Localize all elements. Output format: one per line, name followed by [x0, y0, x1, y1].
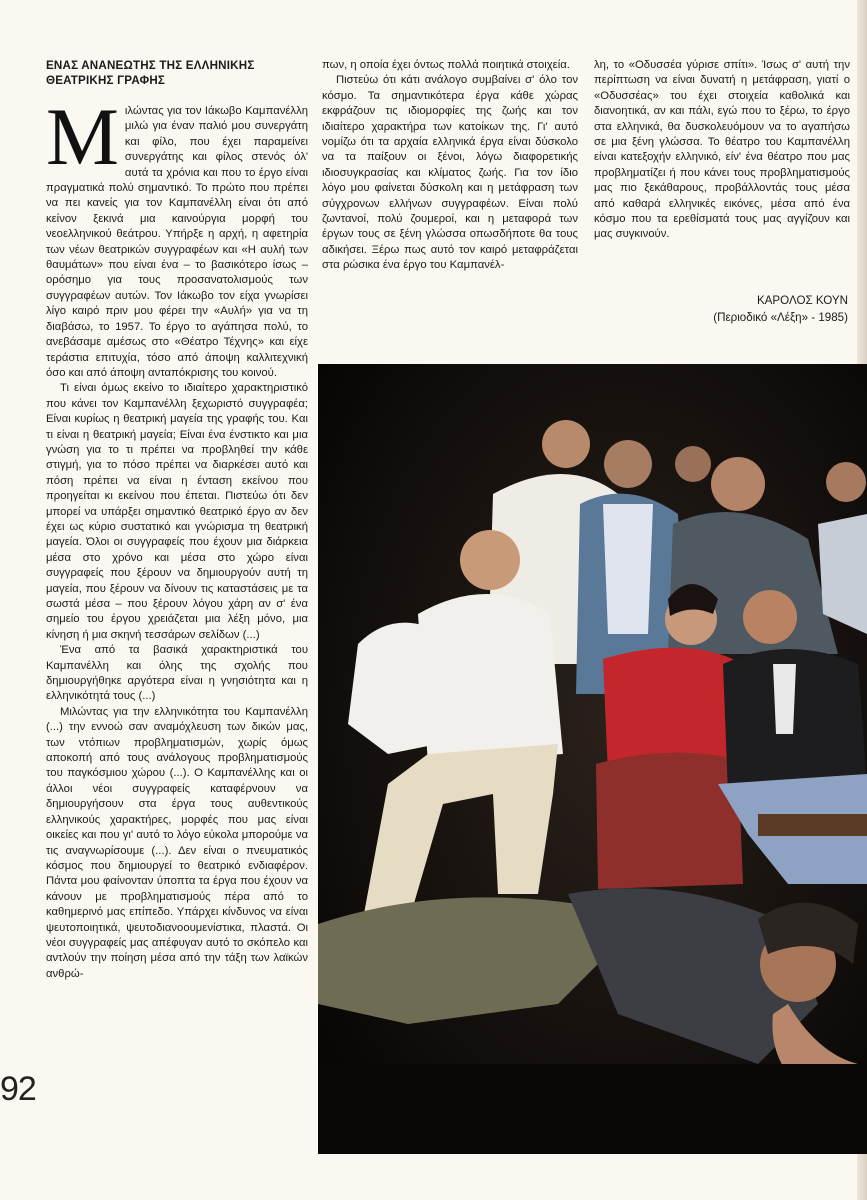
text-column-3: [594, 58, 850, 243]
col2-paragraph-2: Πιστεύω ότι κάτι ανάλογο συμβαίνει σ' όλο τον κόσμο. Τα σημαντικότερα έργα κάθε χώρας εκφράζουν τις ιδιομορφίες της ζωής και τον ιδιαίτερο χαρακτήρα των κατοίκων της. Γι' αυτό νομίζω ότι τα αρχαία ελληνικά έργα είναι δύσκολο να τα παίξουν οι ξένοι, λόγω διαφορετικής ιδιοσυγκρασίας και κλίματος ζωής. Για τον ίδιο λόγο μου φαίνεται δύσκολη και η μετάφραση των σύγχρονων ελλήνων συγγραφέων. Είναι πολύ ζωντανοί, πολύ ζουμεροί, και η μεταφορά των έργων τους σε ξένη γλώσσα οπωσδήποτε θα τους αδικήσει. Ξέρω πως αυτό τον καιρό μεταφράζεται στα ρώσικα ένα έργο του Καμπανέλ-: [322, 74, 578, 272]
col2-paragraph-1: πων, η οποία έχει όντως πολλά ποιητικά στοιχεία.: [322, 59, 570, 71]
signature-source: (Περιοδικό «Λέξη» - 1985): [713, 311, 848, 324]
signature-name: ΚΑΡΟΛΟΣ ΚΟΥΝ: [756, 294, 848, 307]
ensemble-photo-illustration: [318, 364, 867, 1154]
article-heading: [46, 58, 316, 88]
signature-block: [594, 292, 848, 326]
heading-line-1: ΕΝΑΣ ΑΝΑΝΕΩΤΗΣ ΤΗΣ ΕΛΛΗΝΙΚΗΣ: [46, 59, 255, 72]
col1-paragraph-1: ιλώντας για τον Ιάκωβο Καμπανέλλη μιλώ για έναν παλιό μου συνεργάτη και φίλο, που έχει παραμείνει συνεργάτης και φίλος στενός όλ' αυτά τα χρόνια και που το έργο είναι πραγματικά πολύ σημαντικό. Το πρώτο που πρέπει να πει κανείς για τον Καμπανέλλη είναι ότι από κείνον ξεκινά μια καινούργια μορφή του νεοελληνικού θεάτρου. Υπήρξε η αρχή, η αφετηρία των νέων θεατρικών συγγραφέων και «Η αυλή των θαυμάτων» που είναι ένα – το βασικότερο ίσως – ορόσημο για τους προσανατολισμούς των συγγραφέων αυτών. Τον Ιάκωβο τον είχα γνωρίσει λίγο καιρό πριν μου φέρει την «Αυλή» για να τη διαβάσω, το 1957. Το έργο το αγάπησα πολύ, το ανεβάσαμε αμέσως στο «Θέατρο Τέχνης» και είχε τεράστια επιτυχία, τόσο από άποψη καλλιτεχνική όσο και από άποψη ανταπόκρισης του κοινού.: [46, 105, 308, 379]
col3-paragraph-1: λη, το «Οδυσσέα γύρισε σπίτι». Ίσως σ' αυτή την περίπτωση να είναι δυνατή η μετάφραση, γιατί ο «Οδυσσέας» του έχει στοιχεία καθολικά και διανοητικά, αν και πάλι, εγώ που το ξέρω, το έργο στα ελληνικά, θα δυσκολευόμουν να το αγαπήσω σε μια ξένη γλώσσα. Το θέατρο του Καμπανέλλη είναι κατεξοχήν ελληνικό, είν' ένα θέατρο που μας προβληματίζει ή που κάνει τους προβληματισμούς μας πιο ξεκάθαρους, προβάλλοντάς τους μέσα από καθαρά ελληνικές εικόνες, μέσα από ένα κόσμο που τα ερεθίσματά τους μας αγγίζουν και μας συγκινούν.: [594, 59, 850, 241]
col1-paragraph-3: Ένα από τα βασικά χαρακτηριστικά του Καμπανέλλη και όλης της σχολής που δημιουργήθηκε αργότερα είναι η γνησιότητα και η ελληνικότητά τους (...): [46, 644, 308, 703]
ensemble-photo: [318, 364, 867, 1154]
heading-line-2: ΘΕΑΤΡΙΚΗΣ ΓΡΑΦΗΣ: [46, 74, 166, 87]
col1-paragraph-4: Μιλώντας για την ελληνικότητα του Καμπανέλλη (...) την εννοώ σαν αναμόχλευση των δικών μας, των ντόπιων προβληματισμών, χωρίς όμως αποκοπή από τους ανάλογους προβληματισμούς του παγκόσμιου χώρου (...). Ο Καμπανέλλης και οι άλλοι νέοι συγγραφείς καταφέρνουν να δημιουργήσουν στα έργα τους αυθεντικούς ελληνικούς χαρακτήρες, μορφές που μας είναι οικείες και που γι' αυτό το λόγο εύκολα μπορούμε να τις αναγνωρίσουμε (...). Δεν είναι ο πνευματικός κόσμος που δημιουργεί το θεατρικό ενδιαφέρον. Πάντα μου φαίνονταν ύποπτα τα έργα που έχουν να κάνουν με προβληματισμούς πέρα από το καθημερινό μας επίπεδο. Υπάρχει κίνδυνος να είναι ψευτοποιητικά, ψευτοδιανοουμενίστικα, πλαστά. Οι νέοι συγγραφείς μας απέφυγαν αυτό το σκόπελο και αντλούν την ποίηση μέσα από την τάξη των λαϊκών ανθρώ-: [46, 705, 308, 980]
text-column-1: [46, 91, 308, 982]
col1-paragraph-2: Τι είναι όμως εκείνο το ιδιαίτερο χαρακτηριστικό που κάνει τον Καμπανέλλη ξεχωριστό συγγραφέα; Είναι κυρίως η θεατρική μαγεία της γραφής του. Και τι είναι η θεατρική μαγεία; Είναι ένα ένστικτο και μια γνώση για το τι πρέπει να προβληθεί την κάθε στιγμή, για το πόσο πρέπει να διαρκέσει αυτό και πόση πρέπει να είναι η ένταση εκείνου που προηγείται κι εκείνου που έπεται. Πιστεύω ότι δεν μπορεί να υπάρξει σημαντικό θεατρικό έργο αν δεν έχει ως κύριο συστατικό και γνώρισμα τη θεατρική μαγεία. Όλοι οι συγγραφείς που έχουν μια διάρκεια μέσα στο χρόνο και μέσα στο χώρο είναι συγγραφείς που ξέρουν να δημιουργούν αυτή τη μαγεία, που ξέρουν να δίνουν τις καταστάσεις με τα σωστά μέσα – που ξέρουν λόγου χάρη αν σ' ένα σημείο του έργου χρειάζεται μια λέξη μόνο, μια κίνηση ή μια σκηνή τεσσάρων σελίδων (...): [46, 382, 308, 641]
page-number: 92: [0, 1070, 36, 1108]
text-column-2: [322, 58, 578, 274]
drop-cap: Μ: [46, 91, 119, 182]
